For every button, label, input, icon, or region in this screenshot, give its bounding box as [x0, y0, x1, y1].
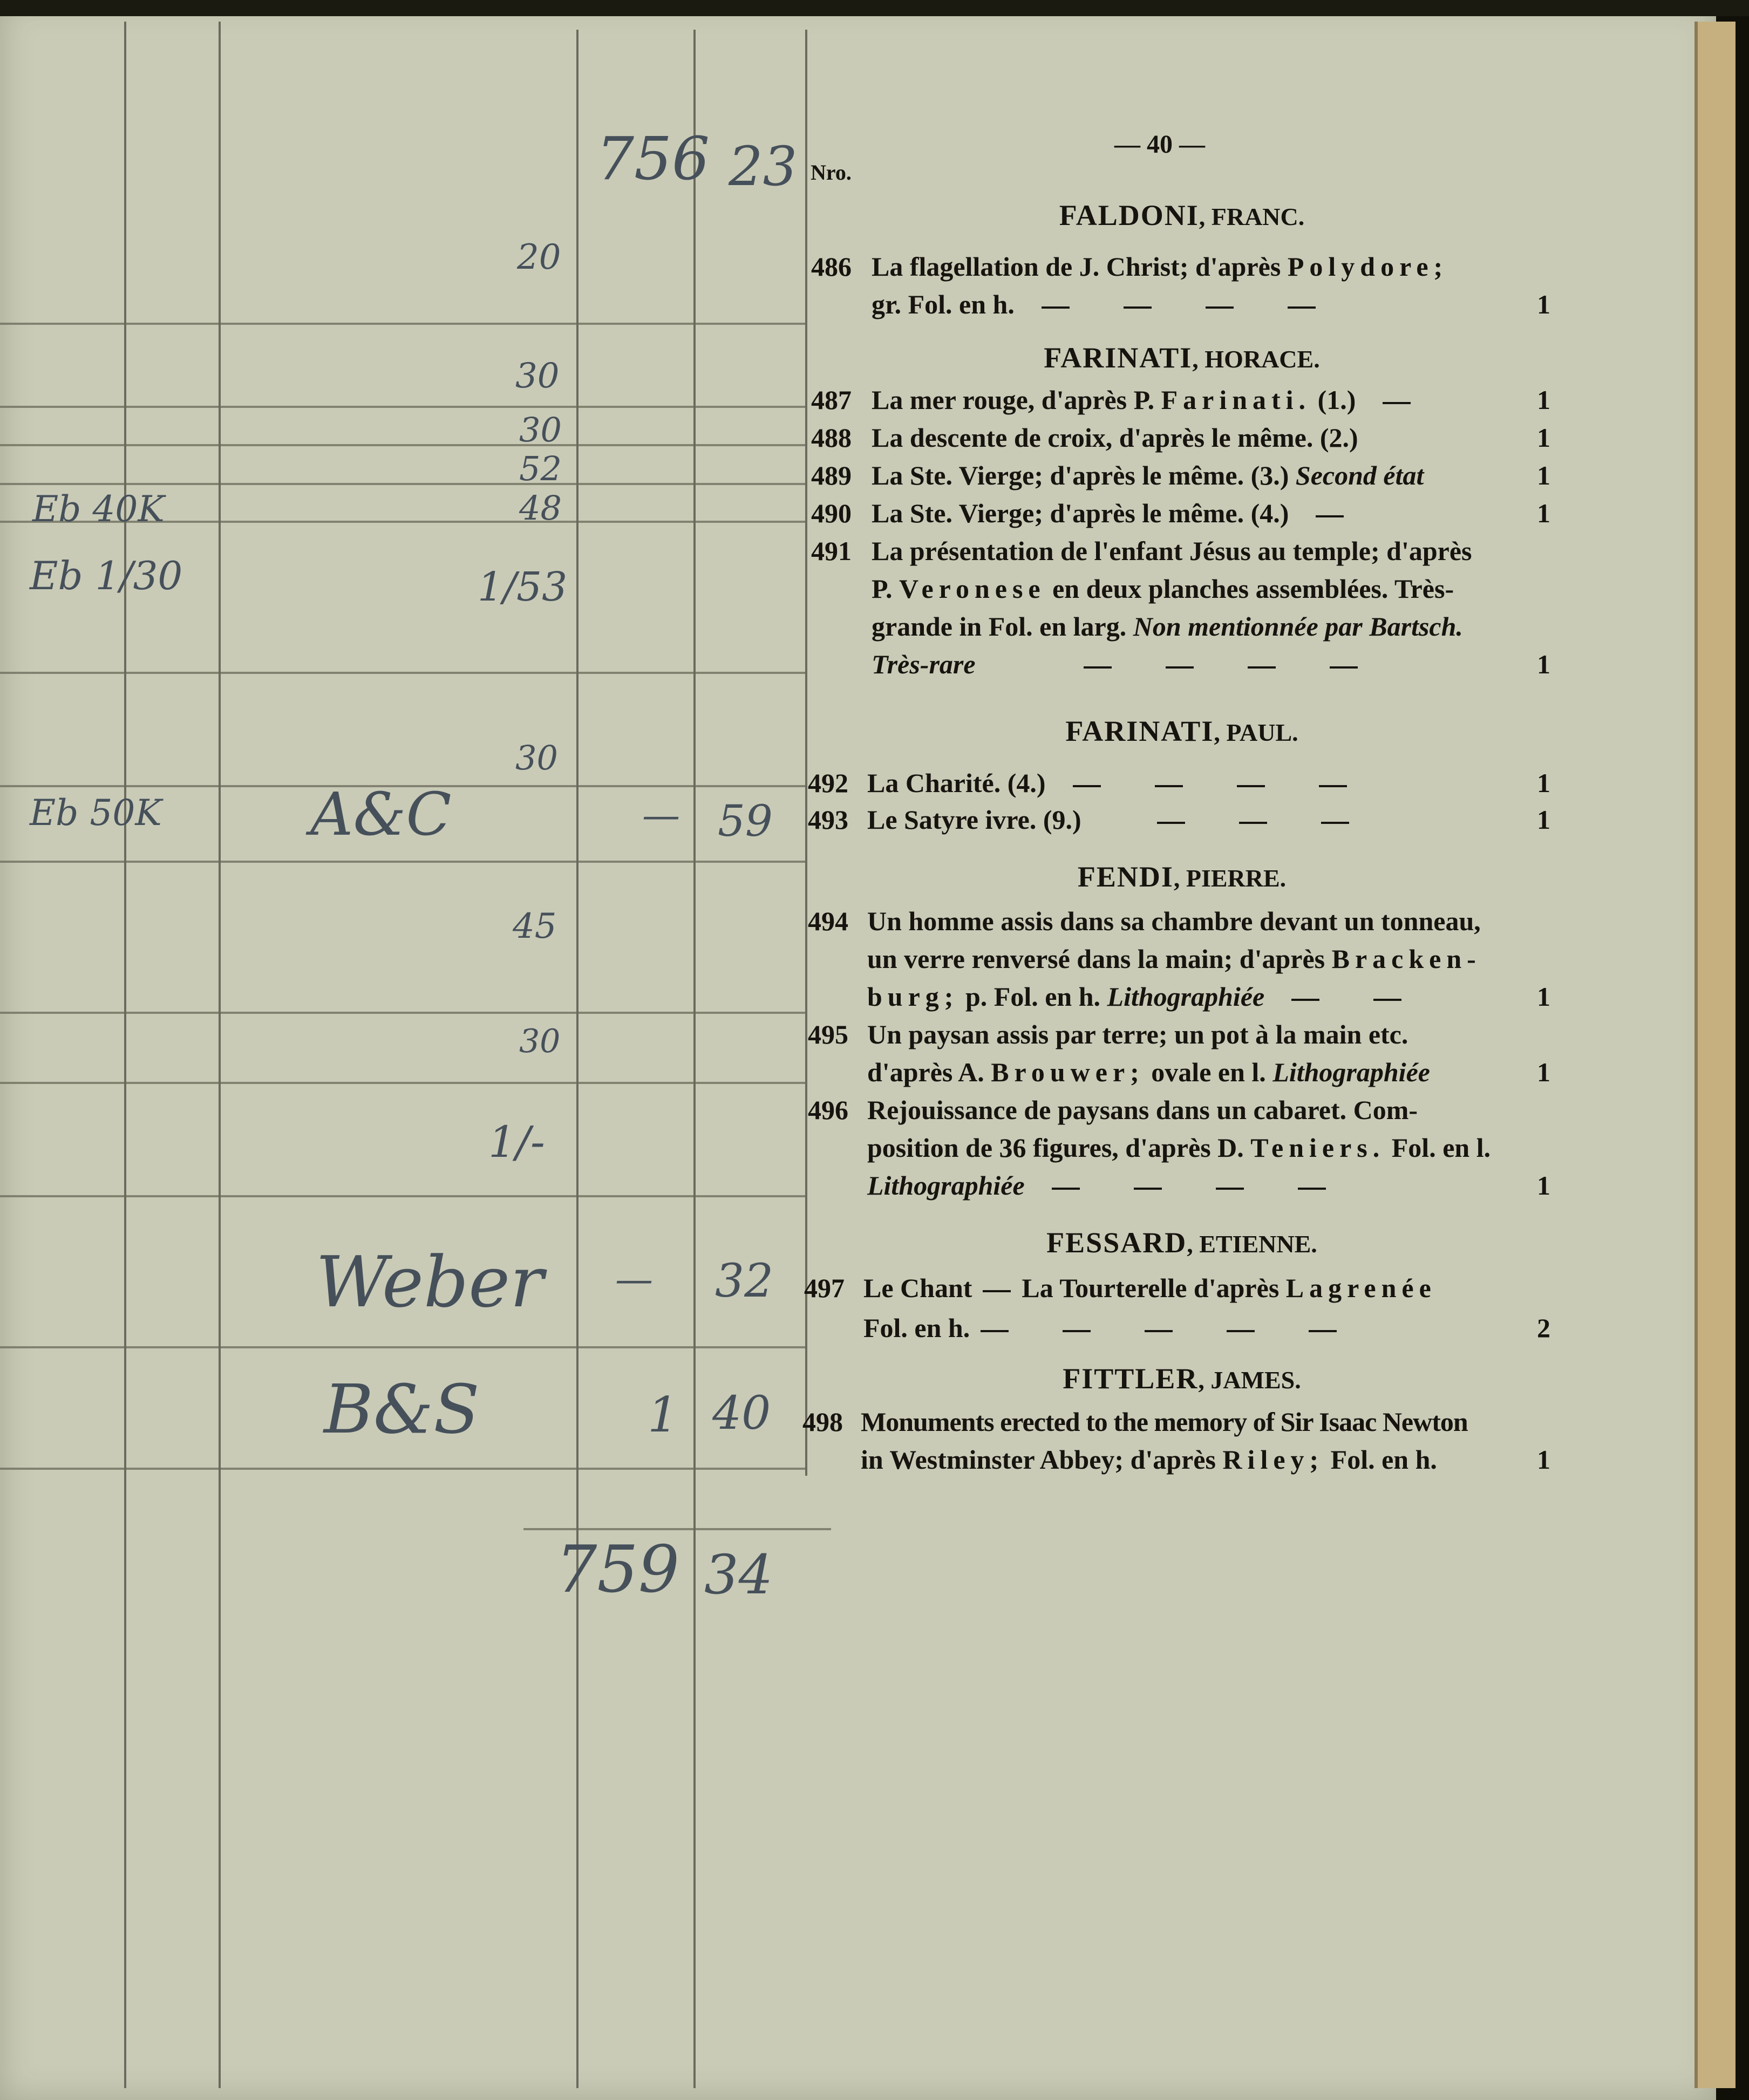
- entry-text: Le Satyre ivre. (9.): [867, 804, 1376, 835]
- entry-number: 498: [802, 1407, 843, 1437]
- entry-quantity: 1: [1537, 804, 1550, 835]
- ledger-rule: [0, 1012, 805, 1014]
- ledger-rule: [0, 1468, 805, 1470]
- artist-firstname: ETIENNE.: [1199, 1230, 1317, 1258]
- handwritten-sum: 756: [596, 124, 710, 193]
- page-edge: [1694, 22, 1736, 2088]
- ledger-rule: [0, 1082, 805, 1084]
- artist-firstname: JAMES.: [1210, 1366, 1301, 1394]
- artist-firstname: HORACE.: [1204, 345, 1320, 373]
- artist-firstname: PAUL.: [1226, 719, 1298, 746]
- artist-surname: FALDONI: [1059, 199, 1199, 231]
- entry-quantity: 1: [1537, 422, 1550, 453]
- entry-quantity: 1: [1537, 1057, 1550, 1087]
- handwritten-value: —: [642, 793, 680, 837]
- ledger-rule: [0, 1346, 805, 1348]
- artist-surname: FARINATI: [1065, 715, 1214, 747]
- artist-surname: FENDI: [1077, 861, 1174, 893]
- ledger-rule: [0, 861, 805, 863]
- handwritten-buyer: Weber: [316, 1241, 544, 1323]
- entry-text: Rejouissance de paysans dans un cabaret. Com-: [867, 1095, 1418, 1125]
- entry-number: 487: [811, 385, 852, 415]
- entry-number: 489: [811, 460, 852, 490]
- entry-number: 491: [811, 536, 852, 566]
- artist-heading: FITTLER, JAMES.: [1063, 1362, 1301, 1395]
- artist-firstname: FRANC.: [1211, 203, 1305, 230]
- entry-text: d'après A. Brouwer; ovale en l. Lithographiée: [867, 1057, 1430, 1087]
- entry-quantity: 1: [1537, 498, 1550, 528]
- artist-heading: FENDI, PIERRE.: [1077, 861, 1287, 893]
- entry-text: Fol. en h.: [863, 1312, 1364, 1344]
- entry-number: 488: [811, 422, 852, 453]
- handwritten-mark: 1/53: [478, 564, 568, 610]
- entry-number: 492: [808, 768, 848, 798]
- entry-quantity: 1: [1537, 649, 1550, 679]
- entry-text: La mer rouge, d'après P. Farinati. (1.): [872, 384, 1438, 415]
- ledger-rule: [219, 22, 221, 2088]
- handwritten-value: 1: [648, 1387, 679, 1443]
- handwritten-mark: 1/-: [488, 1117, 545, 1167]
- entry-text: Le Chant La Tourterelle d'après Lagrenée: [863, 1273, 1437, 1303]
- ledger-rule: [124, 22, 126, 2088]
- handwritten-mark: 45: [513, 906, 557, 946]
- artist-firstname: PIERRE.: [1186, 864, 1287, 892]
- entry-quantity: 1: [1537, 981, 1550, 1012]
- entry-quantity: 1: [1537, 1170, 1550, 1201]
- entry-text: position de 36 figures, d'après D. Teniers. Fol. en l.: [867, 1133, 1491, 1163]
- handwritten-sum: 34: [704, 1543, 773, 1606]
- artist-surname: FARINATI: [1044, 342, 1193, 374]
- entry-number: 486: [811, 251, 852, 282]
- handwritten-mark: 30: [519, 410, 562, 449]
- ledger-rule: [0, 483, 805, 485]
- handwritten-mark: 52: [519, 449, 562, 488]
- nro-label: Nro.: [811, 160, 852, 185]
- ledger-rule: [0, 323, 805, 325]
- entry-text: in Westminster Abbey; d'après Riley; Fol. en h.: [861, 1444, 1437, 1475]
- entry-text: un verre renversé dans la main; d'après Bracken-: [867, 944, 1481, 974]
- handwritten-buyer: B&S: [324, 1371, 480, 1449]
- ledger-rule: [0, 1195, 805, 1197]
- handwritten-mark: 48: [519, 488, 562, 528]
- entry-text: La Ste. Vierge; d'après le même. (3.) Second état: [872, 460, 1424, 490]
- artist-surname: FESSARD: [1046, 1226, 1187, 1259]
- ledger-rule: [693, 30, 696, 2088]
- entry-text: Un paysan assis par terre; un pot à la main etc.: [867, 1019, 1408, 1049]
- ledger-rule: [523, 1528, 831, 1530]
- entry-number: 497: [804, 1273, 845, 1303]
- entry-quantity: 1: [1537, 460, 1550, 490]
- entry-text: Un homme assis dans sa chambre devant un tonneau,: [867, 906, 1481, 936]
- handwritten-note: Eb 40K: [32, 488, 165, 530]
- scan-border: [0, 0, 1749, 16]
- entry-text: grande in Fol. en larg. Non mentionnée par Bartsch.: [872, 611, 1463, 642]
- handwritten-note: Eb 1/30: [30, 553, 183, 598]
- artist-heading: FARINATI, HORACE.: [1044, 342, 1320, 374]
- entry-quantity: 1: [1537, 289, 1550, 319]
- entry-text: burg; p. Fol. en h. Lithographiée: [867, 981, 1428, 1012]
- handwritten-mark: 20: [517, 237, 561, 277]
- handwritten-note: Eb 50K: [30, 792, 162, 834]
- entry-text: La flagellation de J. Christ; d'après Polydore;: [872, 251, 1448, 282]
- artist-heading: FARINATI, PAUL.: [1065, 715, 1298, 747]
- ledger-rule: [576, 30, 579, 2088]
- handwritten-value: 40: [712, 1387, 771, 1440]
- entry-quantity: 2: [1537, 1313, 1550, 1343]
- handwritten-buyer: A&C: [310, 780, 452, 849]
- entry-quantity: 1: [1537, 385, 1550, 415]
- entry-text: gr. Fol. en h.: [872, 289, 1343, 320]
- entry-number: 494: [808, 906, 848, 936]
- handwritten-sum: 23: [729, 135, 798, 198]
- page-number: — 40 —: [1114, 130, 1205, 159]
- entry-text: P. Veronese en deux planches assemblées. Très-: [872, 574, 1454, 604]
- entry-text: La Ste. Vierge; d'après le même. (4.): [872, 497, 1371, 529]
- handwritten-value: 59: [718, 796, 773, 846]
- artist-heading: FALDONI, FRANC.: [1059, 199, 1305, 231]
- entry-text: Très-rare: [872, 649, 1385, 680]
- entry-quantity: 1: [1537, 768, 1550, 798]
- artist-surname: FITTLER: [1063, 1362, 1199, 1395]
- ledger-rule: [805, 30, 807, 1476]
- entry-text: Monuments erected to the memory of Sir Isaac Newton: [861, 1407, 1468, 1437]
- entry-number: 490: [811, 498, 852, 528]
- entry-number: 493: [808, 804, 848, 835]
- handwritten-mark: 30: [519, 1022, 561, 1060]
- entry-text: La descente de croix, d'après le même. (2.): [872, 422, 1358, 453]
- handwritten-mark: 30: [515, 738, 558, 778]
- entry-number: 496: [808, 1095, 848, 1125]
- handwritten-sum: 759: [556, 1532, 680, 1607]
- artist-heading: FESSARD, ETIENNE.: [1046, 1226, 1317, 1259]
- ledger-rule: [0, 672, 805, 674]
- handwritten-value: —: [615, 1257, 653, 1301]
- entry-text: Lithographiée: [867, 1170, 1353, 1201]
- entry-number: 495: [808, 1019, 848, 1049]
- ledger-rule: [0, 444, 805, 446]
- entry-text: La Charité. (4.): [867, 767, 1374, 799]
- entry-text: La présentation de l'enfant Jésus au temple; d'après: [872, 536, 1472, 566]
- entry-quantity: 1: [1537, 1444, 1550, 1475]
- handwritten-value: 32: [715, 1254, 774, 1308]
- ledger-rule: [0, 406, 805, 408]
- handwritten-mark: 30: [515, 356, 560, 396]
